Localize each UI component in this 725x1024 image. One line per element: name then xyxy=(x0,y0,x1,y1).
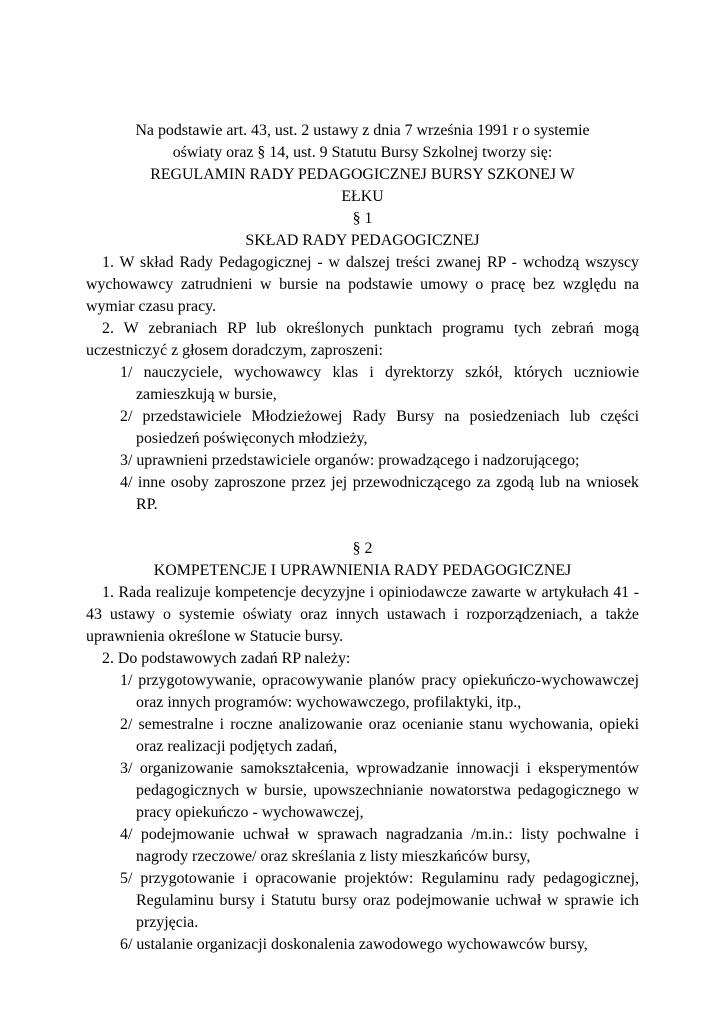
section-2-item-6: 6/ ustalanie organizacji doskonalenia zawodowego wychowawców bursy, xyxy=(120,936,588,953)
section-1-item-4: 4/ inne osoby zaproszone przez jej przewodniczącego za zgodą lub na wniosek RP. xyxy=(120,474,639,513)
document-body xyxy=(86,120,639,956)
section-1-paragraph-1: 1. W skład Rady Pedagogicznej - w dalszej treści zwanej RP - wchodzą wszyscy wychowawcy zatrudnieni w bursie na podstawie umowy o pracę bez względu na wymiar czasu pracy. xyxy=(86,254,639,315)
spacer xyxy=(86,516,639,538)
section-2-item-2: 2/ semestralne i roczne analizowanie oraz ocenianie stanu wychowania, opieki oraz realizacji podjętych zadań, xyxy=(120,716,639,755)
section-2-item-3: 3/ organizowanie samokształcenia, wprowadzanie innowacji i eksperymentów pedagogicznych w bursie, upowszechnianie nowatorstwa pedagogicznego w pracy opiekuńczo - wychowawczej, xyxy=(120,760,639,821)
section-1-heading: SKŁAD RADY PEDAGOGICZNEJ xyxy=(245,232,480,249)
section-2-item-4: 4/ podejmowanie uchwał w sprawach nagradzania /m.in.: listy pochwalne i nagrody rzeczowe/ oraz skreślania z listy mieszkańców bursy, xyxy=(120,826,639,865)
section-2-heading: KOMPETENCJE I UPRAWNIENIA RADY PEDAGOGICZNEJ xyxy=(153,562,572,579)
section-2-item-5: 5/ przygotowanie i opracowanie projektów: Regulaminu rady pedagogicznej, Regulaminu bursy i Statutu bursy oraz podejmowanie uchwał w sprawie ich przyjęcia. xyxy=(120,870,639,931)
section-1-item-1: 1/ nauczyciele, wychowawcy klas i dyrektorzy szkół, których uczniowie zamieszkują w bursie, xyxy=(120,364,639,403)
section-2-item-1: 1/ przygotowywanie, opracowywanie planów pracy opiekuńczo-wychowawczej oraz innych programów: wychowawczego, profilaktyki, itp., xyxy=(120,672,639,711)
section-2-paragraph-1: 1. Rada realizuje kompetencje decyzyjne i opiniodawcze zawarte w artykułach 41 - 43 ustawy o systemie oświaty oraz innych ustawach i rozporządzeniach, a także uprawnienia określone w Statucie bursy. xyxy=(86,584,639,645)
legal-basis-line-2: oświaty oraz § 14, ust. 9 Statutu Bursy Szkolnej tworzy się: xyxy=(172,144,553,161)
section-2-paragraph-2: 2. Do podstawowych zadań RP należy: xyxy=(102,650,351,667)
document-title-line-2: EŁKU xyxy=(341,188,384,205)
legal-basis-line-1: Na podstawie art. 43, ust. 2 ustawy z dnia 7 września 1991 r o systemie xyxy=(135,122,590,139)
section-2-number: § 2 xyxy=(352,540,373,557)
section-1-number: § 1 xyxy=(352,210,373,227)
section-1-item-3: 3/ uprawnieni przedstawiciele organów: prowadzącego i nadzorującego; xyxy=(120,452,580,469)
section-1-paragraph-2: 2. W zebraniach RP lub określonych punktach programu tych zebrań mogą uczestniczyć z głosem doradczym, zaproszeni: xyxy=(86,320,639,359)
section-1-item-2: 2/ przedstawiciele Młodzieżowej Rady Bursy na posiedzeniach lub części posiedzeń poświęconych młodzieży, xyxy=(120,408,639,447)
document-title-line-1: REGULAMIN RADY PEDAGOGICZNEJ BURSY SZKONEJ W xyxy=(150,166,575,183)
